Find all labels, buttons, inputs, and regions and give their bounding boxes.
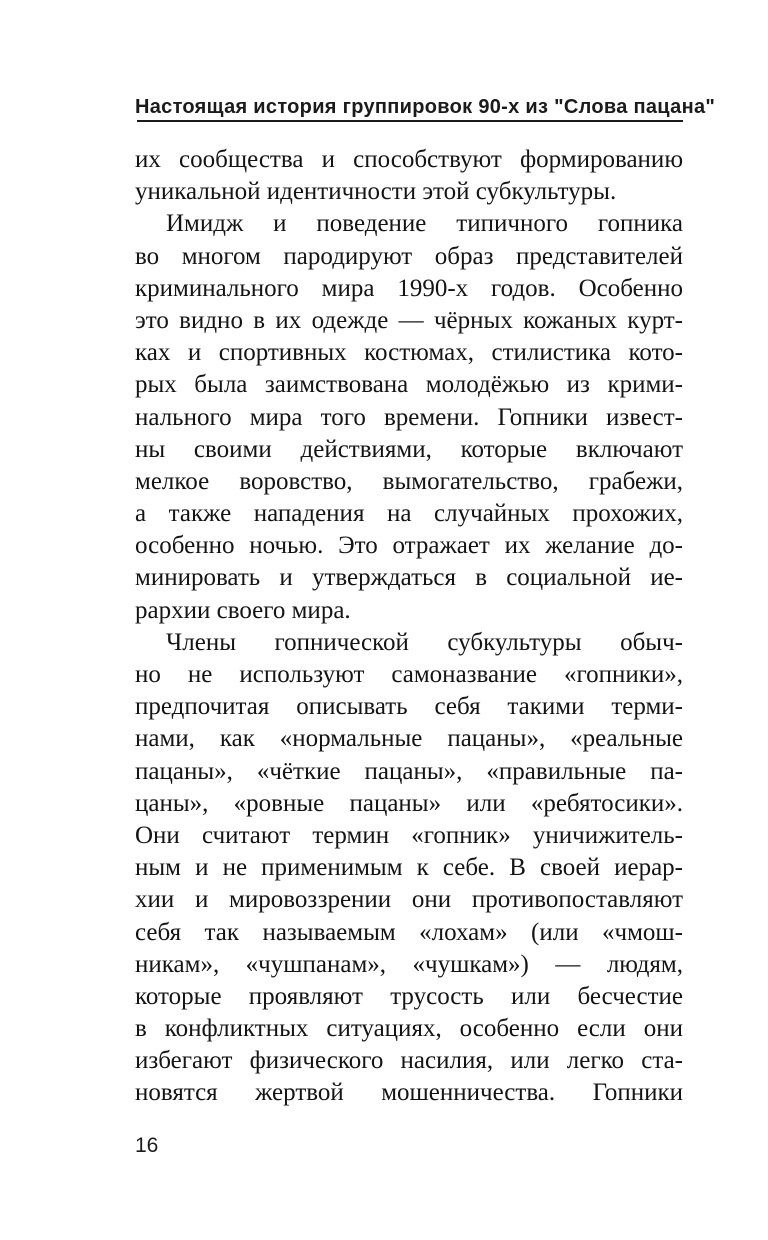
text-line: мелкое воровство, вымогательство, грабежи, [135, 467, 683, 495]
text-line: которые проявляют трусость или бесчестие [135, 982, 683, 1010]
text-line: ны своими действиями, которые включают [135, 435, 683, 463]
text-line: криминального мира 1990-х годов. Особенно [135, 274, 683, 302]
text-line: особенно ночью. Это отражает их желание до- [135, 532, 683, 560]
text-line: никам», «чушпанам», «чушкам») — людям, [135, 950, 683, 978]
text-line: Имидж и поведение типичного гопника [166, 210, 683, 238]
text-line: хии и мировоззрении они противопоставляют [135, 886, 683, 914]
header-rule [137, 120, 683, 122]
text-line: но не используют самоназвание «гопники», [135, 661, 683, 688]
text-line: себя так называемым «лохам» (или «чмош- [135, 918, 683, 946]
text-line: а также нападения на случайных прохожих, [135, 500, 683, 528]
text-line: избегают физического насилия, или легко ста- [135, 1047, 683, 1075]
text-line: нального мира того времени. Гопники извест- [135, 403, 683, 431]
text-line: рархии своего мира. [135, 596, 351, 624]
text-line: цаны», «ровные пацаны» или «ребятосики». [135, 789, 683, 817]
text-line: их сообщества и способствуют формированию [135, 146, 683, 173]
text-line: Они считают термин «гопник» уничижитель- [135, 821, 683, 849]
text-line: пацаны», «чёткие пацаны», «правильные па- [135, 757, 683, 785]
text-block [135, 144, 683, 1110]
text-line: нами, как «нормальные пацаны», «реальные [135, 725, 683, 753]
text-line: в конфликтных ситуациях, особенно если они [135, 1015, 683, 1043]
page-number: 16 [135, 1134, 159, 1157]
text-line: рых была заимствована молодёжью из крими- [135, 371, 683, 399]
text-line: ках и спортивных костюмах, стилистика кото- [135, 339, 683, 367]
text-line: ным и не применимым к себе. В своей иерар- [135, 854, 683, 882]
text-line: новятся жертвой мошенничества. Гопники [135, 1079, 683, 1107]
text-line: уникальной идентичности этой субкультуры. [135, 178, 617, 206]
text-line: Члены гопнической субкультуры обыч- [166, 628, 683, 656]
text-line: предпочитая описывать себя такими терми- [135, 693, 683, 721]
text-line: минировать и утверждаться в социальной ие- [135, 564, 683, 592]
text-line: во многом пародируют образ представителей [135, 242, 683, 270]
running-header: Настоящая история группировок 90-х из "Слова пацана" [135, 96, 716, 118]
text-line: это видно в их одежде — чёрных кожаных курт- [135, 306, 683, 334]
